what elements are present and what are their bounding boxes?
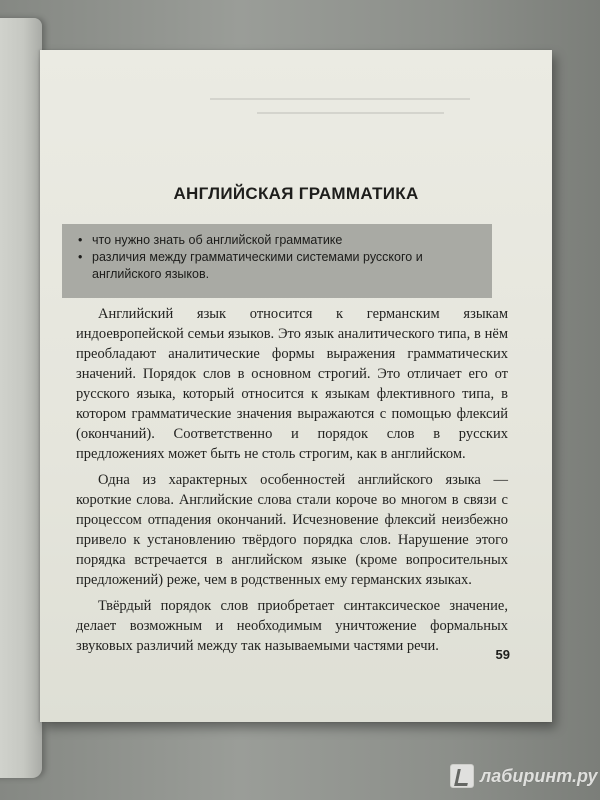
summary-item-text: различия между грамматическими системами русского и английского языков. <box>92 250 423 281</box>
summary-item <box>78 232 482 249</box>
chapter-title: АНГЛИЙСКАЯ ГРАММАТИКА <box>173 184 419 203</box>
summary-box <box>62 224 492 298</box>
summary-item <box>78 249 482 283</box>
left-page-edge <box>0 18 42 778</box>
labirint-logo-icon <box>450 764 474 788</box>
bleed-through-text <box>210 98 470 138</box>
watermark-text: лабиринт.ру <box>480 765 598 786</box>
book-page <box>40 50 552 722</box>
watermark <box>450 764 598 788</box>
paragraph: Твёрдый порядок слов приобретает синтаксическое значение, делает возможным и необходимым уничтожение формальных звуковых различий между так называемыми частями речи. <box>76 598 508 654</box>
paragraph: Английский язык относится к германским языкам индоевропейской семьи языков. Это язык аналитического типа, в нём преобладают аналитические формы выражения грамматических значений. Порядок слов в основном строгий. Это отличает его от русского языка, который относится к языкам флективного типа, в котором грамматические значения выражаются с помощью флексий (окончаний). Соответственно и порядок слов в русских предложениях может быть не столь строгим, как в английском. <box>76 306 508 462</box>
bleed-through-line <box>257 112 444 114</box>
summary-item-text: что нужно знать об английской грамматике <box>92 233 343 247</box>
bleed-through-line <box>210 98 470 100</box>
bullet-icon: • <box>78 233 83 247</box>
summary-list <box>62 224 492 283</box>
paragraph: Одна из характерных особенностей английского языка — короткие слова. Английские слова стали короче во многом в связи с процессом отпадения окончаний. Исчезновение флексий неизбежно привело к установлению твёрдого порядка слов. Нарушение этого порядка встречается в английском языке (кроме вопросительных предложений) реже, чем в родственных ему германских языках. <box>76 472 508 588</box>
bullet-icon: • <box>78 250 83 264</box>
page-number: 59 <box>495 647 510 662</box>
body-text <box>76 304 508 662</box>
